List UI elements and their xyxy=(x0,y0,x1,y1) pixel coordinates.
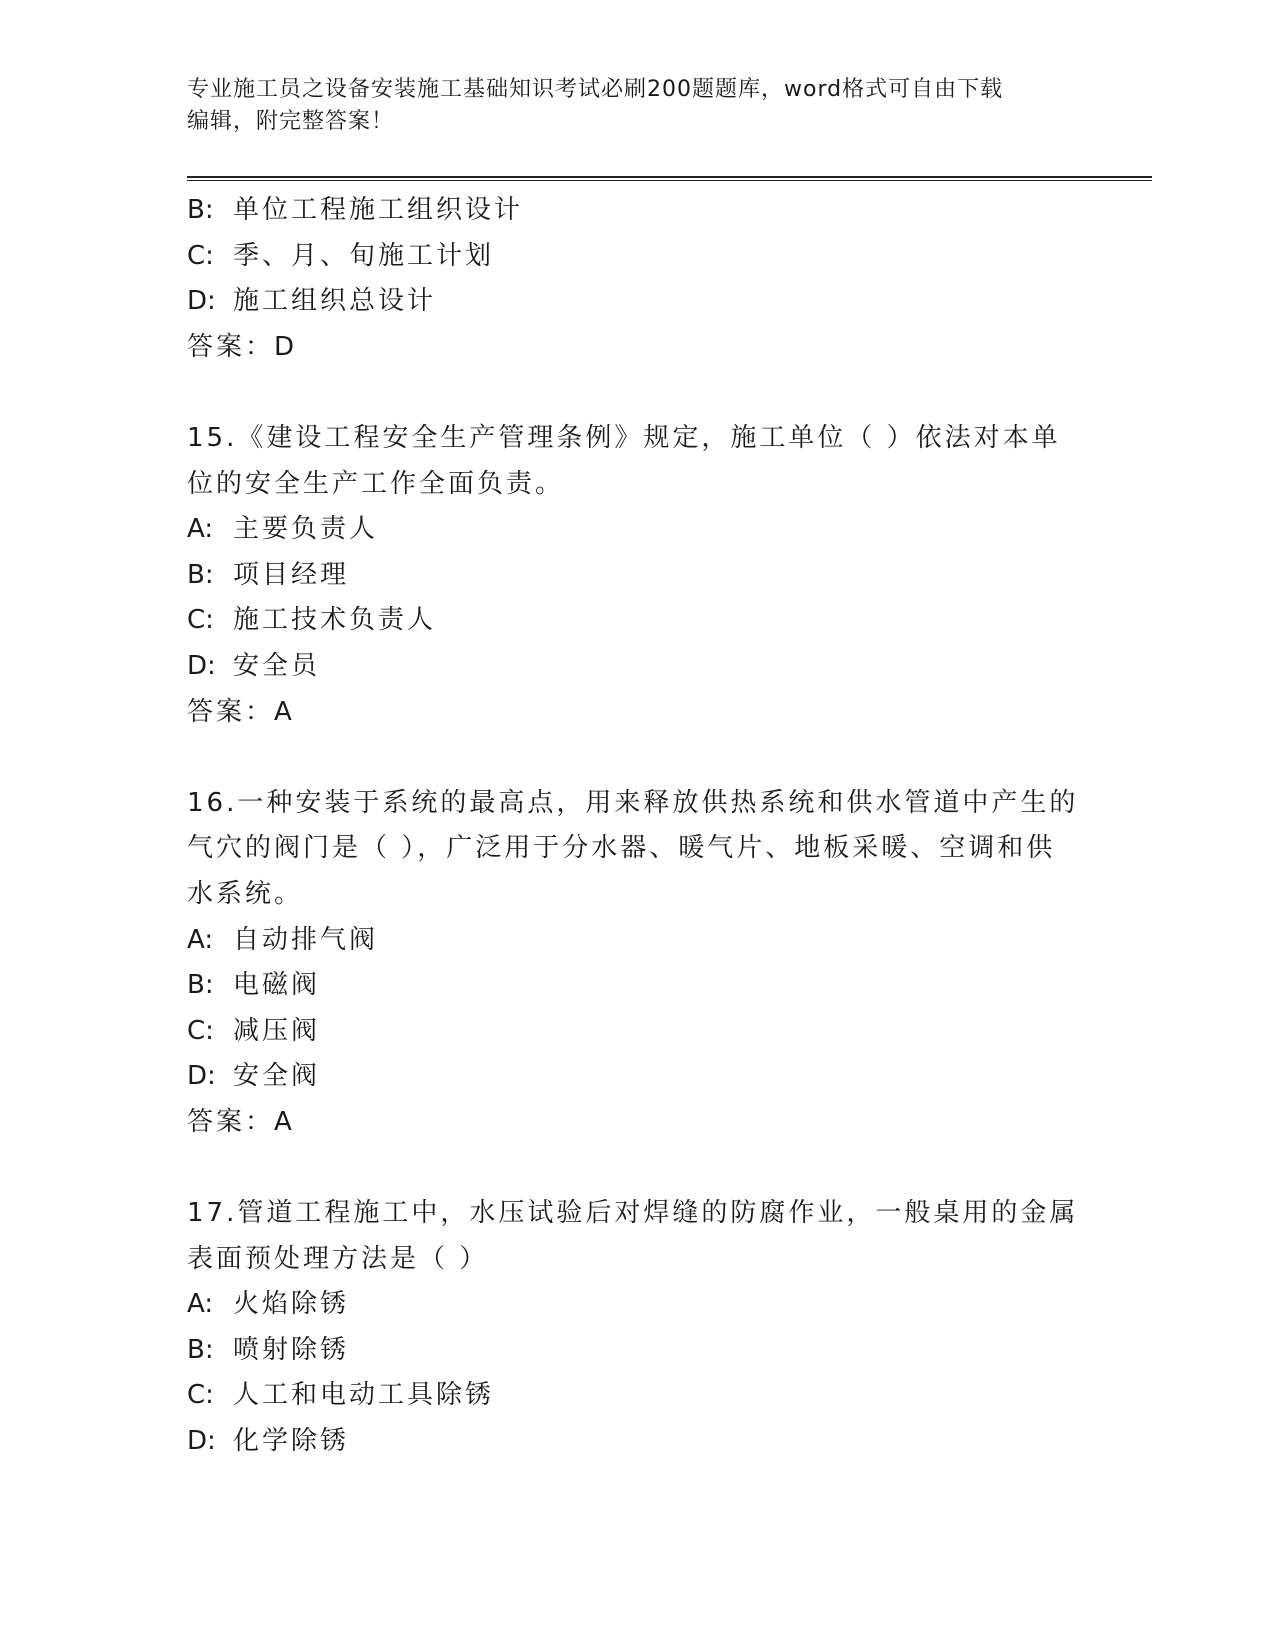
option-key: D: xyxy=(187,1061,216,1092)
option-text: 安全员 xyxy=(233,650,321,681)
answer-line: 答案：A xyxy=(187,696,295,727)
option-text: 主要负责人 xyxy=(233,514,379,545)
spacer xyxy=(187,370,1087,416)
option-c xyxy=(187,1373,1087,1419)
spacer xyxy=(187,735,1087,781)
answer-line: 答案：D xyxy=(187,331,298,362)
option-text: 减压阀 xyxy=(233,1015,321,1046)
option-a xyxy=(187,507,1087,553)
option-d xyxy=(187,279,1087,325)
option-d xyxy=(187,1054,1087,1100)
option-key: D: xyxy=(187,286,216,317)
option-c xyxy=(187,234,1087,280)
option-d xyxy=(187,644,1087,690)
option-text: 电磁阀 xyxy=(233,970,321,1001)
option-key: B: xyxy=(187,970,214,1001)
option-text: 施工技术负责人 xyxy=(233,605,437,636)
option-key: B: xyxy=(187,195,214,225)
question-14-tail xyxy=(187,188,1087,370)
question-stem-line: 16.一种安装于系统的最高点，用来释放供热系统和供水管道中产生的 xyxy=(187,787,1079,818)
option-text: 单位工程施工组织设计 xyxy=(233,195,524,225)
question-17 xyxy=(187,1191,1087,1465)
option-text: 火焰除锈 xyxy=(233,1289,350,1320)
option-a xyxy=(187,1282,1087,1328)
question-stem-line: 水系统。 xyxy=(187,878,304,909)
option-text: 项目经理 xyxy=(233,559,350,590)
question-stem-line: 位的安全生产工作全面负责。 xyxy=(187,468,565,499)
option-a xyxy=(187,918,1087,964)
option-text: 化学除锈 xyxy=(233,1426,350,1457)
option-b xyxy=(187,553,1087,599)
document-header xyxy=(187,74,1067,138)
option-b xyxy=(187,963,1087,1009)
answer-line: 答案：A xyxy=(187,1106,295,1137)
option-key: B: xyxy=(187,1334,214,1365)
header-title-line-1: 专业施工员之设备安装施工基础知识考试必刷200题题库，word格式可自由下载 xyxy=(187,77,1004,102)
option-b xyxy=(187,188,1087,234)
option-c xyxy=(187,1009,1087,1055)
option-text: 安全阀 xyxy=(233,1061,321,1092)
question-stem-line: 17.管道工程施工中，水压试验后对焊缝的防腐作业，一般桌用的金属 xyxy=(187,1198,1079,1229)
header-title-line-2: 编辑，附完整答案！ xyxy=(187,109,395,134)
question-16 xyxy=(187,781,1087,1146)
spacer xyxy=(187,1145,1087,1191)
option-key: B: xyxy=(187,559,214,590)
option-d xyxy=(187,1419,1087,1465)
option-key: A: xyxy=(187,924,214,955)
option-c xyxy=(187,598,1087,644)
question-content xyxy=(187,188,1087,1465)
option-key: D: xyxy=(187,1426,216,1457)
option-text: 人工和电动工具除锈 xyxy=(233,1380,495,1411)
option-b xyxy=(187,1328,1087,1374)
question-stem-line: 表面预处理方法是（ ） xyxy=(187,1243,489,1274)
question-stem-line: 15.《建设工程安全生产管理条例》规定，施工单位（ ）依法对本单 xyxy=(187,422,1061,453)
option-key: D: xyxy=(187,650,216,681)
option-key: C: xyxy=(187,1380,214,1411)
option-text: 自动排气阀 xyxy=(233,924,379,955)
option-key: A: xyxy=(187,1289,214,1320)
option-key: C: xyxy=(187,605,214,636)
question-stem-line: 气穴的阀门是（ ），广泛用于分水器、暖气片、地板采暖、空调和供 xyxy=(187,833,1056,864)
option-text: 季、月、旬施工计划 xyxy=(233,240,495,271)
option-key: A: xyxy=(187,514,214,545)
header-divider xyxy=(187,176,1152,181)
option-key: C: xyxy=(187,1015,214,1046)
option-key: C: xyxy=(187,240,214,271)
question-15 xyxy=(187,416,1087,735)
option-text: 施工组织总设计 xyxy=(233,286,437,317)
option-text: 喷射除锈 xyxy=(233,1334,350,1365)
